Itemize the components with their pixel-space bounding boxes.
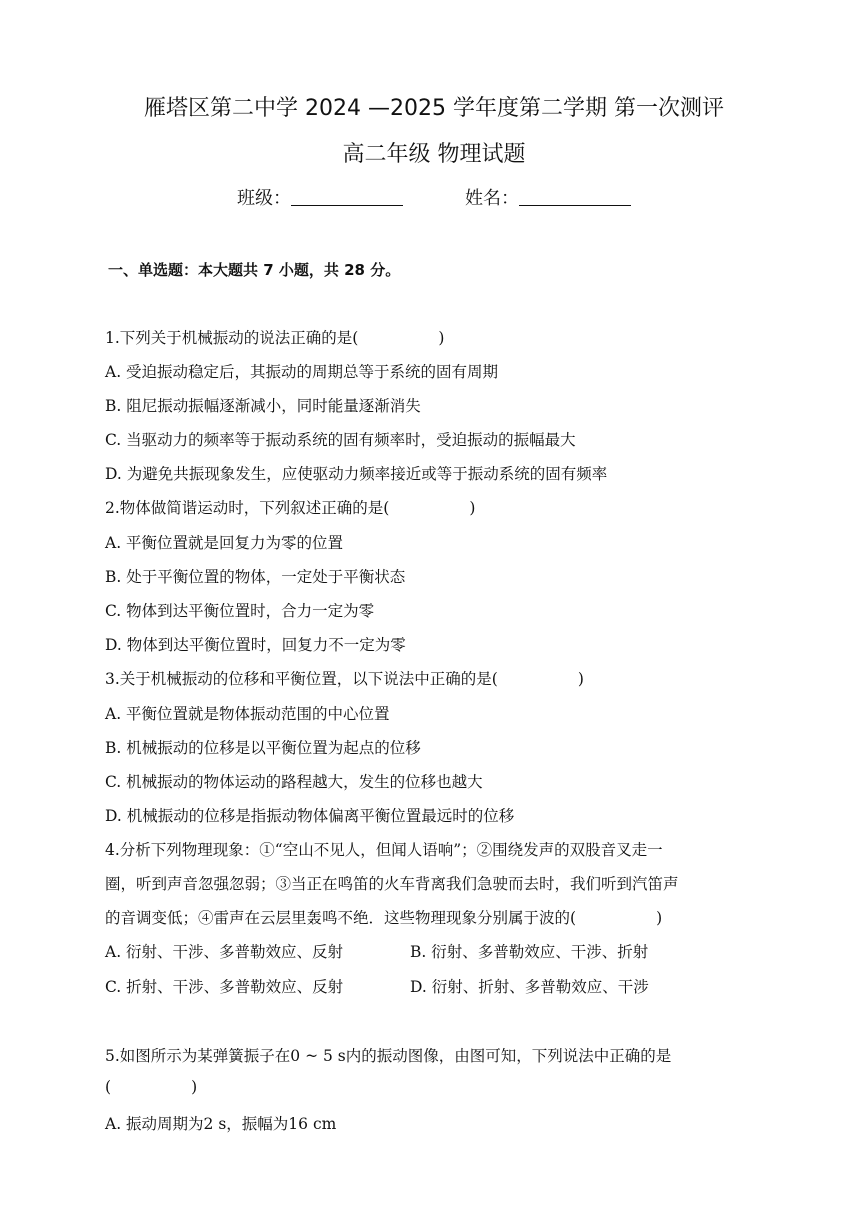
question-1-stem: 1.下列关于机械振动的说法正确的是( ) (105, 329, 445, 347)
question-4-option-d: D. 衍射、折射、多普勒效应、干涉 (410, 978, 649, 996)
question-3-option-d: D. 机械振动的位移是指振动物体偏离平衡位置最远时的位移 (105, 807, 515, 825)
question-4-option-a: A. 衍射、干涉、多普勒效应、反射 (105, 943, 344, 961)
question-1-option-b: B. 阻尼振动振幅逐渐减小，同时能量逐渐消失 (105, 397, 421, 415)
question-1-option-c: C. 当驱动力的频率等于振动系统的固有频率时，受迫振动的振幅最大 (105, 431, 576, 449)
question-4-option-b: B. 衍射、多普勒效应、干涉、折射 (410, 943, 649, 961)
question-3-option-a: A. 平衡位置就是物体振动范围的中心位置 (105, 705, 390, 723)
name-blank (519, 189, 631, 206)
question-3-option-b: B. 机械振动的位移是以平衡位置为起点的位移 (105, 739, 421, 757)
exam-subtitle: 高二年级 物理试题 (342, 142, 526, 167)
question-5-stem-line-2: ( ) (105, 1078, 198, 1096)
exam-title: 雁塔区第二中学 2024 —2025 学年度第二学期 第一次测评 (144, 96, 724, 121)
question-2-option-c: C. 物体到达平衡位置时，合力一定为零 (105, 602, 375, 620)
question-4-stem-line-1: 4.分析下列物理现象：①“空山不见人，但闻人语响”；②围绕发声的双股音叉走一 (105, 841, 663, 859)
question-1-option-d: D. 为避免共振现象发生，应使驱动力频率接近或等于振动系统的固有频率 (105, 465, 608, 483)
student-info-line (0, 184, 868, 210)
class-blank (291, 189, 403, 206)
question-3-option-c: C. 机械振动的物体运动的路程越大，发生的位移也越大 (105, 773, 483, 791)
question-4-option-c: C. 折射、干涉、多普勒效应、反射 (105, 978, 344, 996)
question-1-option-a: A. 受迫振动稳定后，其振动的周期总等于系统的固有周期 (105, 363, 499, 381)
question-2-stem: 2.物体做简谐运动时，下列叙述正确的是( ) (105, 499, 476, 517)
question-2-option-d: D. 物体到达平衡位置时，回复力不一定为零 (105, 636, 406, 654)
question-5-stem-line-1: 5.如图所示为某弹簧振子在0 ~ 5 s内的振动图像，由图可知，下列说法中正确的是 (105, 1047, 672, 1065)
class-label: 班级： (237, 188, 291, 209)
section-heading: 一、单选题：本大题共 7 小题，共 28 分。 (108, 261, 401, 279)
question-4-stem-line-3: 的音调变低；④雷声在云层里轰鸣不绝．这些物理现象分别属于波的( ) (105, 909, 663, 927)
question-2-option-b: B. 处于平衡位置的物体，一定处于平衡状态 (105, 568, 406, 586)
name-label: 姓名： (465, 188, 519, 209)
question-2-option-a: A. 平衡位置就是回复力为零的位置 (105, 534, 344, 552)
question-4-stem-line-2: 圈，听到声音忽强忽弱；③当正在鸣笛的火车背离我们急驶而去时，我们听到汽笛声 (105, 875, 679, 893)
question-5-option-a: A. 振动周期为2 s，振幅为16 cm (105, 1115, 337, 1133)
question-3-stem: 3.关于机械振动的位移和平衡位置，以下说法中正确的是( ) (105, 670, 584, 688)
